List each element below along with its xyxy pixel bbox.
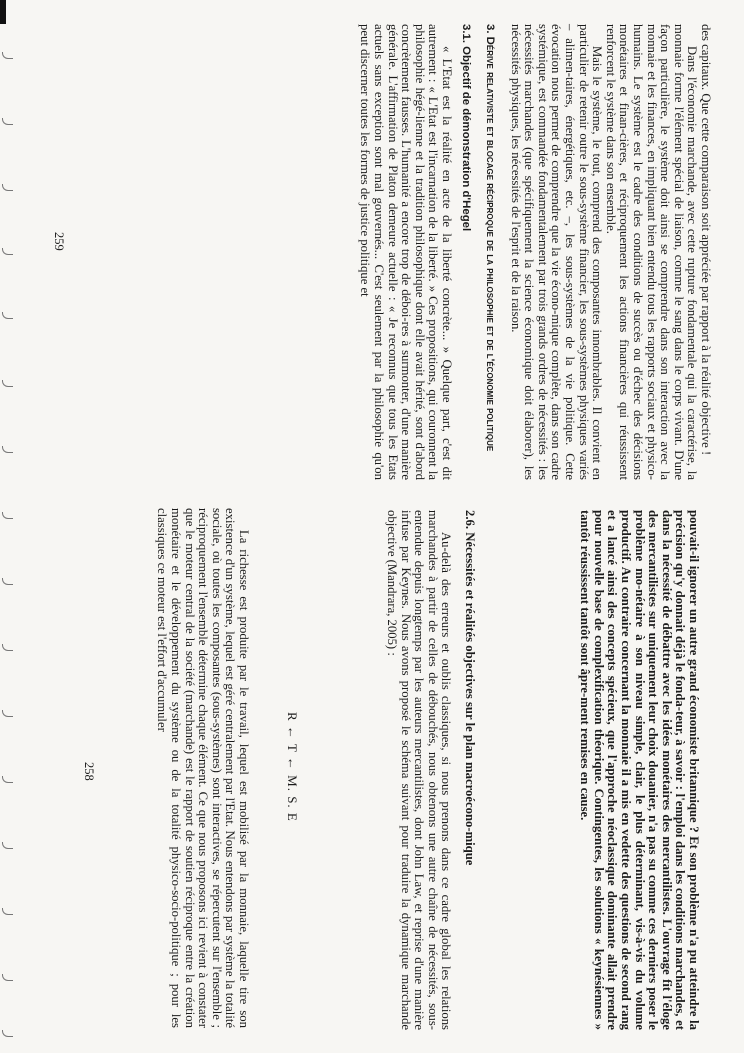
page-number-258: 258	[82, 762, 96, 781]
paragraph-economie-marchande: Dans l'économie marchande, avec cette rupture fondamentale qui la caractérise, la monnaie forme l'élément spécial de liaison, comme le sang dans le corps vivant. D'une façon particulière, le système doit ainsi se comprendre dans son interaction avec la monnaie et les finances, en impliquant bien entendu tous les rapports sociaux et physico-humains. Le système est le cadre des conditions de succès ou d'échec des décisions monétaires et finan-cières, et réciproquement les actions financières qui réussissent renforcent le système dans son ensemble.	[603, 24, 700, 480]
page-258-middle-text	[216, 510, 476, 1030]
punch-hole	[2, 248, 13, 255]
page-number-259: 259	[52, 232, 66, 251]
punch-hole	[2, 446, 13, 453]
punch-hole	[2, 184, 13, 191]
punch-hole	[2, 1030, 13, 1037]
paragraph-debouches: Au-delà des erreurs et oublis classiques, si nous prenons dans ce cadre global les relations marchandes à partir de celles de débouchés, nous obtenons une autre chaîne de nécessités, sous-entendue depuis longtemps par les auteurs mercantilistes, dont John Law, et reprise d'une manière infuse par Keynes. Nous avons proposé le schéma suivant pour traduire la dynamique marchande objective (Mandrara, 2005) :	[385, 510, 454, 1030]
punch-hole	[2, 312, 13, 319]
formula-schema: R ← T ← M. S. E	[285, 712, 300, 822]
binder-clip	[0, 0, 16, 24]
page-258-lower-text	[0, 508, 250, 1028]
punch-hole	[2, 380, 13, 387]
paragraph-richesse: La richesse est produite par le travail, lequel est mobilisé par la monnaie, laquelle tire son existence d'un système, lequel est géré centralement par l'Etat. Nous entendons par système la totalité sociale, où toutes les composantes (sous-systèmes) sont interactives, se répercutent sur l'ensemble ; réciproquement l'ensemble détermine chaque élément. Ce que nous proposons ici revient à constater que le moteur central de la société (marchande) est le rapport de soutien réciproque entre la création monétaire et le développement du système ou de la totalité physico-socio-politique ; pour les classiques ce moteur est l'effort d'accumuler	[155, 508, 251, 1028]
section-heading-3: 3. Dérive relativiste et blocage réciproque de la philosophie et de l'économie politique	[484, 24, 497, 452]
section-heading-2-6: 2.6. Nécessités et réalités objectives sur le plan macroécono-mique	[463, 510, 477, 866]
page-259-text	[292, 24, 712, 480]
punch-hole	[2, 118, 13, 125]
paragraph-capitaux: des capitaux. Que cette comparaison soit appréciée par rapport à la réalité objective !	[699, 24, 713, 456]
punch-hole	[2, 52, 13, 59]
paragraph-systeme: Mais le système, le tout, comprend des composantes innombrables. Il convient en particulier de retenir outre le sous-système financier, les sous-systèmes physiques variés – alimen-taires, énergétiques, etc. –, les sous-systèmes de la vie politique. Cette évocation nous permet de comprendre que la vie écono-mique complète, dans son cadre systémique, est commandée fondamentalement par trois grands ordres de nécessités : les nécessités marchandes (que spécifiquement la science économique doit élaborer), les nécessités physiques, les nécessités de l'esprit et de la raison.	[508, 24, 605, 480]
section-heading-3-1: 3.1. Objectif de démonstration d'Hegel	[460, 24, 473, 232]
paragraph-keynes-critique: pouvait-il ignorer un autre grand économiste britannique ? Et son problème n'a pu atteindre la précision qu'y donnait déjà le fonda-teur, à savoir : l'emploi dans les conditions marchandes, et dans la nécessité de débattre avec les idées monétaires des mercantilistes. L'ouvrage fit l'éloge des mercantilistes sur uniquement leur choix douanier, n'a pas su comme ces derniers poser le problème mo-nétaire à son niveau simple, clair, le plus déterminant, vis-à-vis du volume productif. Au contraire concernant la monnaie il a mis en vedette des questions de second rang et a lancé ainsi des concepts spécieux, que l'approche néoclassique dominante allait prendre pour nouvelle base de complexification théorique. Contingentes, les solutions « keynésiennes » tantôt réussissent tantôt sont âpre-ment remises en cause.	[578, 510, 701, 1030]
paragraph-hegel: « L'Etat est la réalité en acte de la liberté concrète... » Quelque part, c'est dit autrement : « L'Etat est l'incarnation de la liberté. » Ces propositions, qui couronnent la philosophie hégé-lienne et la tradition philosophique dont elle avait hérité, sont d'abord concrètement fausses. L'humanité a encore trop de déboi-res à surmonter, d'une manière générale. L'affirmation de Platon demeure actuelle : « Je reconnus que tous les Etats actuels sans exception sont mal gouvernés... C'est seulement par la philosophie qu'on peut discerner toutes les formes de justice politique et	[358, 24, 454, 480]
